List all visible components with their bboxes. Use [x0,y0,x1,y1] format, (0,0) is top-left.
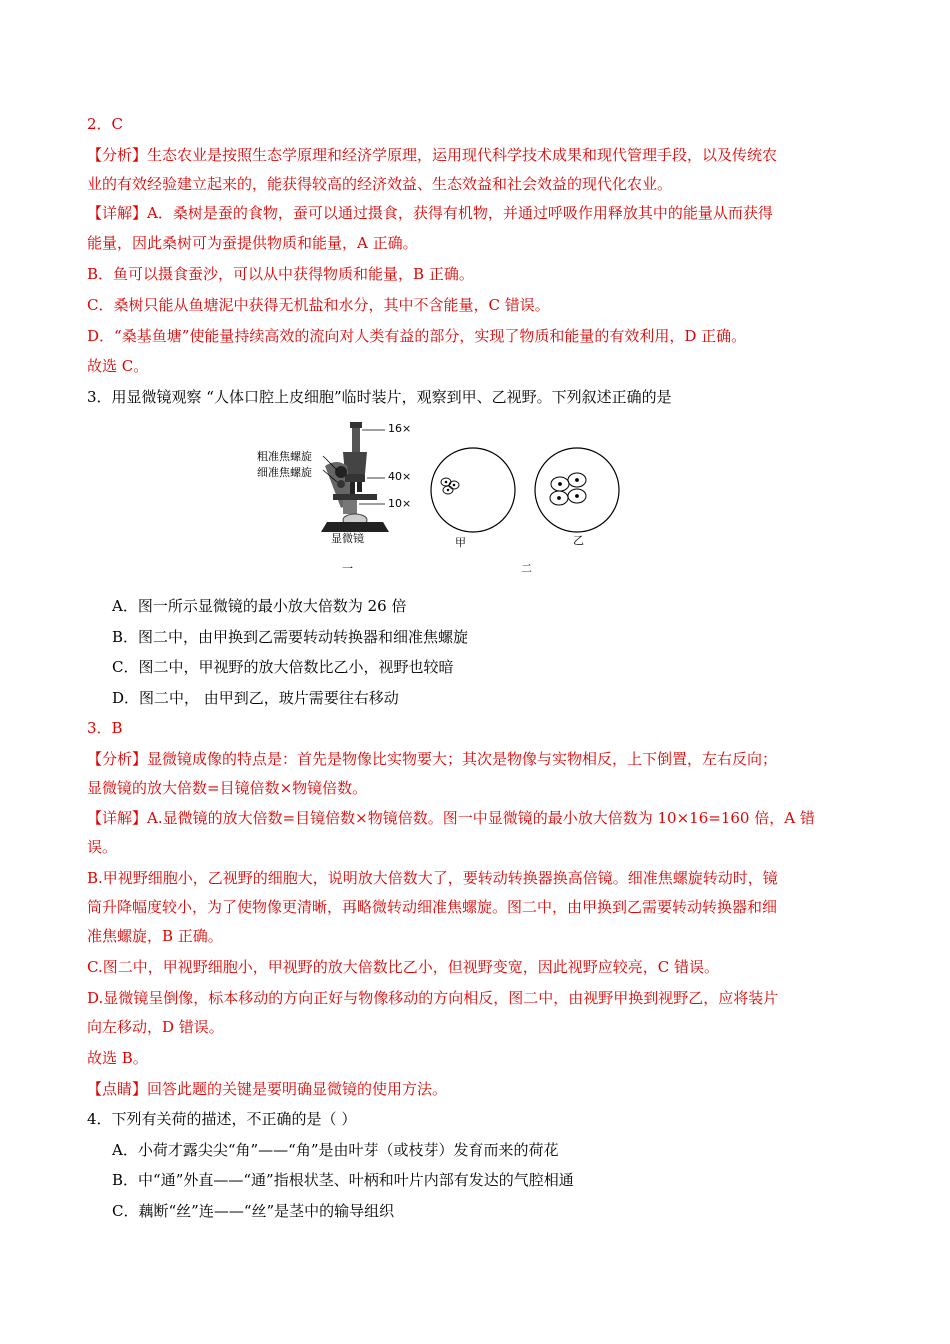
figure-one-label: 一 [342,562,353,575]
q4-option-a: A．小荷才露尖尖“角”——“角”是由叶芽（或枝芽）发育而来的荷花 [112,1141,559,1159]
field-b-label: 乙 [573,534,584,547]
q3-detail-c: C.图二中，甲视野细胞小，甲视野的放大倍数比乙小，但视野变宽，因此视野应较亮，C 错误。 [87,958,719,976]
q3-option-d: D．图二中， 由甲到乙，玻片需要往右移动 [112,689,399,707]
q2-detail-d: D．“桑基鱼塘”使能量持续高效的流向对人类有益的部分，实现了物质和能量的有效利用，D 正确。 [87,327,747,345]
q2-analysis-cont: 业的有效经验建立起来的，能获得较高的经济效益、生态效益和社会效益的现代化农业。 [87,175,673,193]
microscope-icon [321,422,389,532]
microscope-caption: 显微镜 [331,532,364,545]
figure-two-label: 二 [521,562,532,575]
q2-conclusion: 故选 C。 [87,357,149,375]
q3-detail-b: B.甲视野细胞小，乙视野的细胞大，说明放大倍数大了，要转动转换器换高倍镜。细准焦螺旋转动时，镜 [87,869,778,887]
field-a-circle [431,448,515,532]
microscope-figure [255,422,655,582]
field-a-label: 甲 [455,536,466,549]
q4-option-c: C．藕断“丝”连——“丝”是茎中的输导组织 [112,1202,395,1220]
fine-focus-label: 细准焦螺旋 [257,466,312,479]
objective-high-label: 40× [388,470,412,483]
q2-detail-b: B．鱼可以摄食蚕沙，可以从中获得物质和能量，B 正确。 [87,265,474,283]
q3-analysis: 【分析】显微镜成像的特点是：首先是物像比实物要大；其次是物像与实物相反，上下倒置，左右反向； [87,750,778,768]
q2-analysis: 【分析】生态农业是按照生态学原理和经济学原理，运用现代科学技术成果和现代管理手段，以及传统农 [87,146,778,164]
field-b-circle [535,448,619,532]
q3-detail-d-cont: 向左移动，D 错误。 [87,1018,224,1036]
eyepiece-label: 16× [388,422,412,435]
q3-detail-d: D.显微镜呈倒像，标本移动的方向正好与物像移动的方向相反，图二中，由视野甲换到视野乙，应将装片 [87,989,779,1007]
q3-option-a: A．图一所示显微镜的最小放大倍数为 26 倍 [112,597,407,615]
q2-detail-a: 【详解】A．桑树是蚕的食物，蚕可以通过摄食，获得有机物，并通过呼吸作用释放其中的能量从而获得 [87,204,773,222]
q3-detail-b-cont2: 准焦螺旋，B 正确。 [87,927,223,945]
microscope-illustration [255,422,655,582]
q3-detail-b-cont: 筒升降幅度较小，为了使物像更清晰，再略微转动细准焦螺旋。图二中，由甲换到乙需要转动转换器和细 [87,898,778,916]
q3-option-c: C．图二中，甲视野的放大倍数比乙小，视野也较暗 [112,658,454,676]
q4-option-b: B．中“通”外直——“通”指根状茎、叶柄和叶片内部有发达的气腔相通 [112,1171,574,1189]
q3-tip: 【点睛】回答此题的关键是要明确显微镜的使用方法。 [87,1080,448,1098]
q2-detail-c: C．桑树只能从鱼塘泥中获得无机盐和水分，其中不含能量，C 错误。 [87,296,550,314]
q4-question: 4．下列有关荷的描述，不正确的是（ ） [87,1110,357,1128]
q3-answer: 3．B [87,719,123,737]
objective-low-label: 10× [388,497,412,510]
coarse-focus-label: 粗准焦螺旋 [257,450,312,463]
q2-answer: 2．C [87,115,124,133]
field-a-cells [441,478,459,494]
q3-conclusion: 故选 B。 [87,1049,148,1067]
q2-detail-a-cont: 能量，因此桑树可为蚕提供物质和能量，A 正确。 [87,234,418,252]
q3-question: 3．用显微镜观察 “人体口腔上皮细胞”临时装片，观察到甲、乙视野。下列叙述正确的是 [87,388,672,406]
q3-detail-a-cont: 误。 [87,838,118,856]
field-b-cells [550,473,586,505]
q3-option-b: B．图二中，由甲换到乙需要转动转换器和细准焦螺旋 [112,628,469,646]
q3-analysis-cont: 显微镜的放大倍数=目镜倍数×物镜倍数。 [87,779,368,797]
q3-detail-a: 【详解】A.显微镜的放大倍数=目镜倍数×物镜倍数。图一中显微镜的最小放大倍数为 10×16=160 倍，A 错 [87,809,815,827]
